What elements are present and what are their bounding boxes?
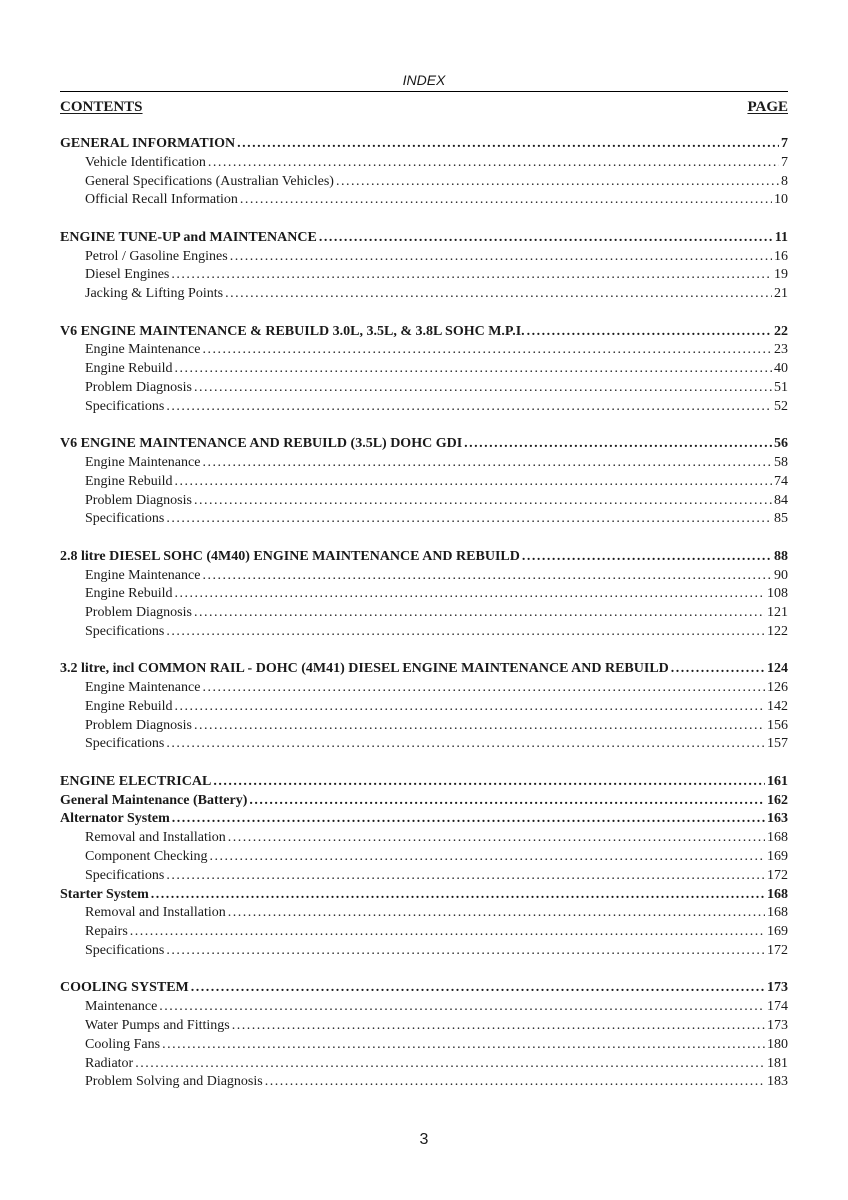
toc-entry-main — [60, 135, 788, 154]
toc-section — [60, 323, 788, 417]
dot-leader — [230, 248, 772, 267]
toc-entry-sub — [60, 398, 788, 417]
toc-entry-title: Removal and Installation — [85, 905, 226, 921]
toc-entry-title: Problem Solving and Diagnosis — [85, 1074, 263, 1090]
toc-entry-page: 7 — [781, 136, 788, 151]
toc-entry-page: 181 — [767, 1055, 788, 1071]
toc-entry-sub — [60, 341, 788, 360]
toc-entry-title: General Maintenance (Battery) — [60, 792, 248, 808]
toc-entry-title: Specifications — [85, 943, 165, 959]
toc-entry-title: Petrol / Gasoline Engines — [85, 248, 228, 264]
toc-entry-page: 162 — [767, 792, 788, 808]
toc-entry-page: 168 — [767, 905, 788, 921]
toc-entry-page: 51 — [774, 379, 788, 395]
dot-leader — [172, 810, 765, 829]
toc-entry-title: Engine Maintenance — [85, 454, 201, 470]
toc-entry-page: 169 — [767, 924, 788, 940]
toc-entry-title: ENGINE ELECTRICAL — [60, 773, 212, 789]
dot-leader — [191, 979, 765, 998]
toc-entry-title: Radiator — [85, 1055, 134, 1071]
toc-entry-page: 90 — [774, 567, 788, 583]
toc-entry-title: Problem Diagnosis — [85, 605, 192, 621]
toc-section — [60, 135, 788, 210]
toc-entry-title: Specifications — [85, 511, 165, 527]
toc-entry-sub — [60, 360, 788, 379]
toc-entry-main — [60, 229, 788, 248]
dot-leader — [265, 1073, 765, 1092]
toc-entry-sub — [60, 735, 788, 754]
toc-entry-main — [60, 548, 788, 567]
toc-entry-title: COOLING SYSTEM — [60, 980, 189, 996]
toc-entry-page: 121 — [767, 605, 788, 621]
toc-entry-title: Engine Maintenance — [85, 342, 201, 358]
header-rule — [60, 91, 788, 92]
toc-entry-sub — [60, 829, 788, 848]
toc-section — [60, 979, 788, 1092]
toc-entry-page: 10 — [774, 192, 788, 208]
toc-entry-title: Water Pumps and Fittings — [85, 1018, 230, 1034]
toc-entry-page: 142 — [767, 698, 788, 714]
dot-leader — [336, 173, 779, 192]
dot-leader — [240, 191, 772, 210]
dot-leader — [159, 998, 765, 1017]
toc-entry-title: Problem Diagnosis — [85, 717, 192, 733]
toc-entry-title: 3.2 litre, incl COMMON RAIL - DOHC (4M41) DIESEL ENGINE MAINTENANCE AND REBUILD — [60, 661, 669, 677]
dot-leader — [135, 1055, 765, 1074]
dot-leader — [130, 923, 765, 942]
toc-entry-sub — [60, 867, 788, 886]
dot-leader — [249, 792, 765, 811]
dot-leader — [208, 154, 779, 173]
toc-entry-sub — [60, 942, 788, 961]
dot-leader — [175, 698, 766, 717]
toc-entry-page: 85 — [774, 511, 788, 527]
toc-entry-page: 161 — [767, 773, 788, 789]
dot-leader — [194, 379, 772, 398]
toc-entry-page: 108 — [767, 586, 788, 602]
dot-leader — [522, 548, 772, 567]
toc-entry-page: 8 — [781, 173, 788, 189]
dot-leader — [194, 492, 772, 511]
running-header: INDEX — [402, 72, 446, 88]
toc-entry-sub — [60, 266, 788, 285]
toc-entry-sub — [60, 923, 788, 942]
toc-entry-title: GENERAL INFORMATION — [60, 136, 236, 151]
toc-entry-title: Engine Rebuild — [85, 586, 173, 602]
toc-entry-main — [60, 323, 788, 342]
dot-leader — [225, 285, 772, 304]
toc-entry-sub — [60, 679, 788, 698]
toc-entry-sub — [60, 248, 788, 267]
toc-entry-title: Jacking & Lifting Points — [85, 286, 224, 302]
toc-entry-page: 126 — [767, 680, 788, 696]
toc-entry-sub — [60, 191, 788, 210]
dot-leader — [527, 323, 772, 342]
toc-entry-sub — [60, 1073, 788, 1092]
toc-entry-main — [60, 792, 788, 811]
dot-leader — [319, 229, 773, 248]
toc-entry-page: 7 — [781, 154, 788, 170]
toc-entry-sub — [60, 492, 788, 511]
page-number: 3 — [419, 1131, 429, 1148]
toc-entry-sub — [60, 510, 788, 529]
column-headers — [60, 97, 788, 117]
toc-entry-sub — [60, 285, 788, 304]
toc-entry-page: 156 — [767, 717, 788, 733]
toc-entry-sub — [60, 1036, 788, 1055]
toc-entry-sub — [60, 585, 788, 604]
toc-entry-page: 168 — [767, 886, 788, 902]
toc-entry-sub — [60, 567, 788, 586]
toc-entry-title: Vehicle Identification — [85, 154, 206, 170]
dot-leader — [175, 360, 773, 379]
toc-entry-title: ENGINE TUNE-UP and MAINTENANCE — [60, 229, 317, 245]
toc-entry-sub — [60, 379, 788, 398]
toc-entry-sub — [60, 1055, 788, 1074]
toc-entry-page: 157 — [767, 736, 788, 752]
toc-entry-page: 40 — [774, 361, 788, 377]
toc-entry-page: 124 — [767, 661, 788, 677]
toc-entry-sub — [60, 604, 788, 623]
toc-entry-sub — [60, 998, 788, 1017]
toc-entry-title: Repairs — [85, 924, 128, 940]
toc-entry-title: Cooling Fans — [85, 1036, 161, 1052]
toc-entry-title: V6 ENGINE MAINTENANCE AND REBUILD (3.5L) DOHC GDI — [60, 436, 463, 452]
dot-leader — [210, 848, 766, 867]
toc-entry-title: Specifications — [85, 867, 165, 883]
toc-entry-title: Component Checking — [85, 849, 208, 865]
toc-entry-title: Engine Rebuild — [85, 698, 173, 714]
dot-leader — [166, 398, 772, 417]
dot-leader — [175, 585, 766, 604]
toc-entry-sub — [60, 1017, 788, 1036]
toc-entry-page: 88 — [774, 548, 788, 564]
toc-entry-sub — [60, 698, 788, 717]
dot-leader — [237, 135, 779, 154]
toc-entry-page: 174 — [767, 999, 788, 1015]
dot-leader — [194, 604, 765, 623]
toc-entry-page: 163 — [767, 811, 788, 827]
toc-entry-title: Engine Maintenance — [85, 567, 201, 583]
toc-entry-sub — [60, 623, 788, 642]
toc-entry-title: Specifications — [85, 623, 165, 639]
dot-leader — [202, 567, 772, 586]
toc-section — [60, 435, 788, 529]
dot-leader — [213, 773, 765, 792]
toc-entry-page: 122 — [767, 623, 788, 639]
dot-leader — [202, 341, 772, 360]
toc-entry-title: Engine Maintenance — [85, 680, 201, 696]
toc-entry-title: Problem Diagnosis — [85, 379, 192, 395]
toc-entry-title: 2.8 litre DIESEL SOHC (4M40) ENGINE MAINTENANCE AND REBUILD — [60, 548, 520, 564]
toc-entry-title: Specifications — [85, 398, 165, 414]
toc-section — [60, 229, 788, 304]
toc-entry-title: Alternator System — [60, 811, 170, 827]
toc-section — [60, 548, 788, 642]
dot-leader — [166, 510, 772, 529]
toc-entry-main — [60, 886, 788, 905]
dot-leader — [228, 904, 765, 923]
dot-leader — [464, 435, 772, 454]
toc-entry-page: 180 — [767, 1036, 788, 1052]
toc-entry-page: 172 — [767, 943, 788, 959]
table-of-contents — [60, 135, 788, 1111]
toc-entry-page: 16 — [774, 248, 788, 264]
toc-entry-page: 84 — [774, 492, 788, 508]
toc-entry-main — [60, 773, 788, 792]
toc-entry-main — [60, 810, 788, 829]
toc-entry-title: Diesel Engines — [85, 267, 170, 283]
toc-entry-title: Official Recall Information — [85, 192, 238, 208]
toc-entry-title: Engine Rebuild — [85, 473, 173, 489]
dot-leader — [166, 942, 765, 961]
toc-entry-sub — [60, 173, 788, 192]
dot-leader — [175, 473, 773, 492]
toc-entry-page: 11 — [774, 229, 788, 245]
toc-entry-title: Starter System — [60, 886, 149, 902]
toc-entry-page: 183 — [767, 1074, 788, 1090]
dot-leader — [166, 867, 765, 886]
toc-section — [60, 660, 788, 754]
dot-leader — [166, 735, 765, 754]
toc-entry-title: Problem Diagnosis — [85, 492, 192, 508]
toc-entry-page: 56 — [774, 436, 788, 452]
dot-leader — [671, 660, 765, 679]
toc-entry-page: 19 — [774, 267, 788, 283]
toc-entry-sub — [60, 454, 788, 473]
toc-entry-title: Removal and Installation — [85, 830, 226, 846]
toc-section — [60, 773, 788, 961]
toc-entry-title: Engine Rebuild — [85, 361, 173, 377]
toc-entry-title: Specifications — [85, 736, 165, 752]
toc-entry-page: 22 — [774, 323, 788, 339]
toc-entry-title: V6 ENGINE MAINTENANCE & REBUILD 3.0L, 3.5L, & 3.8L SOHC M.P.I. — [60, 323, 525, 339]
dot-leader — [162, 1036, 765, 1055]
toc-entry-page: 23 — [774, 342, 788, 358]
toc-entry-sub — [60, 473, 788, 492]
toc-entry-page: 52 — [774, 398, 788, 414]
toc-entry-title: Maintenance — [85, 999, 158, 1015]
toc-entry-page: 173 — [767, 1018, 788, 1034]
toc-entry-main — [60, 660, 788, 679]
dot-leader — [202, 679, 765, 698]
toc-entry-title: General Specifications (Australian Vehicles) — [85, 173, 334, 189]
toc-entry-page: 21 — [774, 286, 788, 302]
dot-leader — [151, 886, 765, 905]
page-heading: PAGE — [747, 99, 788, 115]
dot-leader — [232, 1017, 765, 1036]
dot-leader — [166, 623, 765, 642]
toc-entry-sub — [60, 717, 788, 736]
toc-entry-page: 58 — [774, 454, 788, 470]
toc-entry-main — [60, 979, 788, 998]
dot-leader — [202, 454, 772, 473]
dot-leader — [228, 829, 765, 848]
toc-entry-sub — [60, 154, 788, 173]
toc-entry-sub — [60, 904, 788, 923]
toc-entry-page: 74 — [774, 473, 788, 489]
toc-entry-page: 173 — [767, 980, 788, 996]
dot-leader — [171, 266, 772, 285]
toc-entry-page: 172 — [767, 867, 788, 883]
toc-entry-sub — [60, 848, 788, 867]
toc-entry-page: 169 — [767, 849, 788, 865]
dot-leader — [194, 717, 765, 736]
toc-entry-page: 168 — [767, 830, 788, 846]
contents-heading: CONTENTS — [60, 99, 143, 115]
toc-entry-main — [60, 435, 788, 454]
